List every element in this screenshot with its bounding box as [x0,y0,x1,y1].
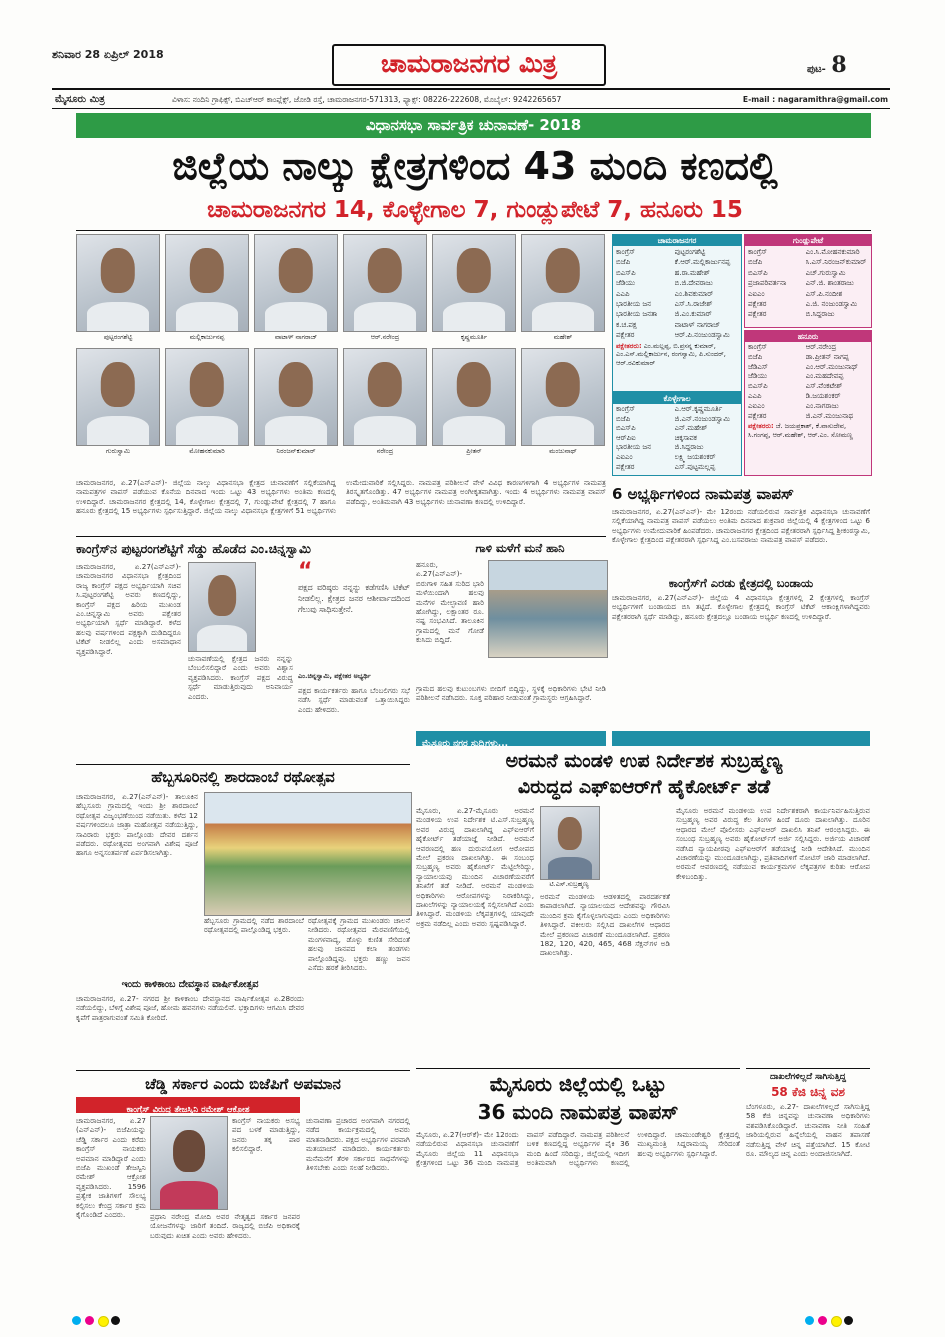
party-candidate-row [748,392,868,402]
party-candidate-row [748,309,868,319]
festival-chariot-photo [204,792,412,916]
candidate-name: ಸಿ.ಎಸ್.ನಿರಂಜನ್‌ಕುಮಾರ್ [805,258,867,267]
chaddi-subhead: ಕಾಂಗ್ರೆಸ್ ವಿರುದ್ಧ ತೇಜಸ್ವಿನಿ ರಮೇಶ್ ಆಕ್ರೋಶ [126,1105,250,1115]
congress-quote-body: ಪಕ್ಷದ ಕಾರ್ಯಕರ್ತರು ಹಾಗೂ ಬೆಂಬಲಿಗರು ಸಭೆ ನಡೆಸಿ ಸ್ಪರ್ಧೆ ಮಾಡುವಂತೆ ಒತ್ತಾಯಿಸಿದ್ದರು ಎಂದು ಹೇಳಿದರು. [298,686,410,714]
registration-dot [111,1316,120,1325]
candidate-photo [521,234,605,332]
table-chamarajanagar-independents [613,342,741,368]
festival-photo-caption: ಹೆಬ್ಬಸೂರು ಗ್ರಾಮದಲ್ಲಿ ನಡೆದ ಶಾರದಾಂಬೆ ರಥೋತ್ಸವದಲ್ಲಿ ಪಾಲ್ಗೊಂಡಿದ್ದ ಭಕ್ತರು. [204,916,304,935]
chaddi-story-text: ಚಾಮರಾಜನಗರ, ಏ.27 (ಎನ್‌ಎನ್)- ಬಿಜೆಪಿಯನ್ನು ಚೆಡ್ಡಿ ಸರ್ಕಾರ ಎಂದು ಕರೆದು ಕಾಂಗ್ರೆಸ್ ನಾಯಕರು ಅಪಮಾನ ಮಾಡಿದ್ದಾರೆ ಎಂದು ಬಿಜೆಪಿ ಮುಖಂಡೆ ತೇಜಸ್ವಿನಿ ರಮೇಶ್ ಆಕ್ರೋಶ ವ್ಯಕ್ತಪಡಿಸಿದರು. 1596 ಪ್ರತ್ಯೇಕ ಜಾತಿಗಳಿಗೆ ಸೌಲಭ್ಯ ಕಲ್ಪಿಸಲು ಕೇಂದ್ರ ಸರ್ಕಾರ ಕ್ರಮ ಕೈಗೊಂಡಿದೆ ಎಂದರು. [76,1116,146,1220]
table-hanur [744,330,872,476]
candidate-name: ಮಂಜುನಾಥ್ [549,447,577,455]
candidate-name: ಜಿ.ಸಿದ್ದರಾಜು [674,443,704,452]
gold-story-text: ಬೆಂಗಳೂರು, ಏ.27- ದಾಖಲೆಗಳಿಲ್ಲದೆ ಸಾಗಿಸುತ್ತಿದ್ದ 58 ಕೆಜಿ ಚಿನ್ನವನ್ನು ಚುನಾವಣಾ ಅಧಿಕಾರಿಗಳು ವಶಪಡಿಸಿಕೊಂಡಿದ್ದಾರೆ. ಚುನಾವಣಾ ನೀತಿ ಸಂಹಿತೆ ಜಾರಿಯಲ್ಲಿರುವ ಹಿನ್ನೆಲೆಯಲ್ಲಿ ವಾಹನ ತಪಾಸಣೆ ನಡೆಸುತ್ತಿದ್ದ ವೇಳೆ ಚಿನ್ನ ಪತ್ತೆಯಾಗಿದೆ. 15 ಕೋಟಿ ರೂ. ಮೌಲ್ಯದ ಚಿನ್ನ ಎಂದು ಅಂದಾಜಿಸಲಾಗಿದೆ. [746,1102,870,1159]
tejaswini-photo [150,1116,228,1210]
candidate-name: ಮಹೇಶ್ [553,333,573,341]
party-name: ಬಿಎಸ್‌ಪಿ [748,268,768,277]
candidate-row-1 [76,234,606,346]
candidate-name: ಆರ್.ಪಿ.ನಂಜುಂಡಸ್ವಾಮಿ [674,331,730,340]
candidate-photo [76,234,160,332]
address-strip [52,93,890,108]
candidate-photo [343,348,427,446]
lead-story-text: ಚಾಮರಾಜನಗರ, ಏ.27(ಎನ್‌ಎನ್)- ಜಿಲ್ಲೆಯ ನಾಲ್ಕು ವಿಧಾನಸಭಾ ಕ್ಷೇತ್ರದ ಚುನಾವಣೆಗೆ ಸಲ್ಲಿಕೆಯಾಗಿದ್ದ ನಾಮಪತ್ರಗಳ ವಾಪಸ್ ಪಡೆಯುವ ಕೊನೆಯ ದಿನವಾದ ಇಂದು ಒಟ್ಟು 43 ಅಭ್ಯರ್ಥಿಗಳು ಅಂತಿಮ ಕಣದಲ್ಲಿ ಉಳಿದಿದ್ದಾರೆ. ಚಾಮರಾಜನಗರ ಕ್ಷೇತ್ರದಲ್ಲಿ 14, ಕೊಳ್ಳೇಗಾಲ ಕ್ಷೇತ್ರದಲ್ಲಿ 7, ಗುಂಡ್ಲುಪೇಟೆ ಕ್ಷೇತ್ರದಲ್ಲಿ 7 ಹಾಗೂ ಹನೂರು ಕ್ಷೇತ್ರದಲ್ಲಿ 15 ಅಭ್ಯರ್ಥಿಗಳು ಸ್ಪರ್ಧಿಸುತ್ತಿದ್ದಾರೆ. ಜಿಲ್ಲೆಯ ನಾಲ್ಕು ವಿಧಾನಸಭಾ ಕ್ಷೇತ್ರಗಳಿಗೆ 51 ಅಭ್ಯರ್ಥಿಗಳು ಉಮೇದುವಾರಿಕೆ ಸಲ್ಲಿಸಿದ್ದರು. ನಾಮಪತ್ರ ಪರಿಶೀಲನೆ ವೇಳೆ ವಿವಿಧ ಕಾರಣಗಳಿಗಾಗಿ 4 ಅಭ್ಯರ್ಥಿಗಳ ನಾಮಪತ್ರ ತಿರಸ್ಕೃತಗೊಂಡಿತ್ತು. 47 ಅಭ್ಯರ್ಥಿಗಳ ನಾಮಪತ್ರ ಅಂಗೀಕೃತವಾಗಿತ್ತು. ಇಂದು 4 ಅಭ್ಯರ್ಥಿಗಳು ನಾಮಪತ್ರ ವಾಪಸ್ ಪಡೆದಿದ್ದು, ಅಂತಿಮವಾಗಿ 43 ಅಭ್ಯರ್ಥಿಗಳು ಚುನಾವಣಾ ಕಣದಲ್ಲಿ ಉಳಿದಿದ್ದಾರೆ. [76,478,606,516]
palace-headline-line1: ಅರಮನೆ ಮಂಡಳಿ ಉಪ ನಿರ್ದೇಶಕ ಸುಬ್ರಹ್ಮಣ್ಯ [505,750,783,772]
mysuru-headline-line1: ಮೈಸೂರು ಜಿಲ್ಲೆಯಲ್ಲಿ ಒಟ್ಟು [489,1072,667,1096]
party-candidate-row [616,268,738,278]
candidate-name: ಕೆ.ಆರ್.ಮಲ್ಲಿಕಾರ್ಜುನಪ್ಪ [674,258,731,267]
bandaya-headline: ಕಾಂಗ್ರೆಸ್‌ಗೆ ಎರಡು ಕ್ಷೇತ್ರದಲ್ಲಿ ಬಂಡಾಯ [668,576,814,590]
party-candidate-row [748,353,868,363]
rain-damage-photo [488,560,608,658]
candidate-name: ಬಿ.ಸಿದ್ದರಾಜು [805,310,835,319]
candidate-name: ಎ.ಜಿ. ನಂಜುಂಡಸ್ವಾಮಿ [805,300,858,309]
candidate-name: ವಾಟಾಳ್ ನಾಗರಾಜ್ [274,333,318,341]
independents-label: ಪಕ್ಷೇತರರು: [748,422,774,431]
table-chamarajanagar-rows [613,246,741,342]
table-gundlupet-rows [745,246,871,321]
registration-dot [805,1316,814,1325]
party-name: ಬಿಜೆಪಿ [616,258,631,267]
festival-story-text: ಚಾಮರಾಜನಗರ, ಏ.27(ಎನ್‌ಎನ್)- ತಾಲೂಕಿನ ಹೆಬ್ಬಸೂರು ಗ್ರಾಮದಲ್ಲಿ ಇಂದು ಶ್ರೀ ಶಾರದಾಂಬೆ ರಥೋತ್ಸವ ವಿಜೃಂಭಣೆಯಿಂದ ನಡೆಯಿತು. ಕಳೆದ 12 ವರ್ಷಗಳಿಂದಲೂ ಜಾತ್ರಾ ಮಹೋತ್ಸವ ನಡೆಯುತ್ತಿದ್ದು, ಸಾವಿರಾರು ಭಕ್ತರು ಪಾಲ್ಗೊಂಡು ದೇವರ ದರ್ಶನ ಪಡೆದರು. ರಥೋತ್ಸವದ ಅಂಗವಾಗಿ ವಿಶೇಷ ಪೂಜೆ ಹಾಗೂ ಅನ್ನಸಂತರ್ಪಣೆ ಏರ್ಪಡಿಸಲಾಗಿತ್ತು. [76,792,198,858]
chinnaswamy-photo [188,562,256,652]
party-name: ಬಿಎಸ್‌ಪಿ [748,382,768,391]
candidate-name: ಮಲ್ಲಿಕಾರ್ಜುನಪ್ಪ [189,333,225,341]
office-address: ವಿಳಾಸ: ನಂದಿನಿ ಗ್ರಾಫಿಕ್ಸ್, ಬಿಎಚ್‌ಆರ್ ಕಾಂಪ್ಲೆಕ್ಸ್, ಜೋಡಿ ರಸ್ತೆ, ಚಾಮರಾಜನಗರ-571313, ಫ್ಯಾಕ್ಸ್: 08226-222608, ಮೊಬೈಲ್: 9242265657 [172,95,562,104]
party-candidate-row [616,463,738,473]
issue-date: ಶನಿವಾರ 28 ಏಪ್ರಿಲ್ 2018 [52,48,164,61]
rain-headline: ಗಾಳಿ ಮಳೆಗೆ ಮನೆ ಹಾನಿ [475,541,565,555]
table-kollegal [612,392,742,476]
candidate-photo [165,348,249,446]
candidate-name: ಆರ್.ನರೇಂದ್ರ [370,333,400,341]
party-name: ಕಾಂಗ್ರೆಸ್ [616,405,636,413]
party-name: ಭಾರತೀಯ ಜನ [616,443,651,452]
candidate-card [165,234,249,346]
party-name: ಕಾಂಗ್ರೆಸ್ [748,343,768,351]
registration-dot [818,1316,827,1325]
party-candidate-row [616,453,738,463]
section-rule-5 [746,1068,870,1069]
candidate-name: ಎಂ.ಮಹದೇವಪ್ಪ [805,372,844,381]
festival-headline: ಹೆಬ್ಬಸೂರಿನಲ್ಲಿ ಶಾರದಾಂಬೆ ರಥೋತ್ಸವ [151,768,335,786]
candidate-photo [432,234,516,332]
masthead-rule [52,88,890,90]
candidate-name: ಎಸ್.ವೆಂಕಟೇಶ್ [805,382,843,391]
party-name: ಬಿಜೆಪಿ [748,258,763,267]
section-rule-1 [76,536,606,537]
quote-mark-icon: “ [298,559,313,584]
candidate-name: ಎಂ.ಸಿ.ಮೋಹನಕುಮಾರಿ [805,248,860,256]
candidate-card [343,348,427,460]
party-name: ಎಐಎಂ [616,452,633,461]
temple-headline: ಇಂದು ಕಾಳಿಕಾಂಬ ದೇವಸ್ಥಾನ ವಾರ್ಷಿಕೋತ್ಸವ [121,979,259,990]
party-name: ಬಿಎಸ್‌ಪಿ [616,268,636,277]
party-candidate-row [748,402,868,412]
candidate-name: ಎಂ.ನಾಗರಾಜು [805,401,839,410]
candidate-row-2 [76,348,606,460]
party-name: ಭಾರತೀಯ ಜನ [616,300,651,309]
mysuru-news-label [416,731,606,749]
party-name: ಕಾಂಗ್ರೆಸ್ [748,248,768,256]
candidate-name: ಬಿ.ಜಿ.ದೇವರಾಜು [674,279,713,288]
candidate-name: ಎಂ.ಶಿವಕುಮಾರ್ [674,289,714,298]
candidate-name: ಚಿಕ್ಕಸಾವಕ [674,433,697,442]
party-candidate-row [616,289,738,299]
party-candidate-row [748,372,868,382]
registration-dot [72,1316,81,1325]
congress-headline: ಕಾಂಗ್ರೆಸ್‌ನ ಪುಟ್ಟರಂಗಶೆಟ್ಟಿಗೆ ಸೆಡ್ಡು ಹೊಡೆದ ಎಂ.ಚಿನ್ನಸ್ವಾಮಿ [76,541,311,556]
party-name: ಎಐಎಂ [748,401,765,410]
sub-headline: ಚಾಮರಾಜನಗರ 14, ಕೊಳ್ಳೇಗಾಲ 7, ಗುಂಡ್ಲುಪೇಟೆ 7, ಹನೂರು 15 [207,197,743,223]
page-number-box [807,52,847,78]
party-candidate-row [616,247,738,257]
party-name: ಎಐಎಂ [748,289,765,298]
address-rule [52,108,890,109]
congress-quote-text: ಪಕ್ಷದ ವರಿಷ್ಠರು ನನ್ನನ್ನು ಕಡೆಗಣಿಸಿ ಟಿಕೆಟ್ ನೀಡಲಿಲ್ಲ. ಕ್ಷೇತ್ರದ ಜನರ ಆಶೀರ್ವಾದದಿಂದ ಗೆಲುವು ಸಾಧಿಸುತ್ತೇನೆ. [298,583,410,614]
candidate-name: ಎಸ್.ಪುಟ್ಟಮಲ್ಲಪ್ಪ [674,462,716,471]
candidate-name: ಎನ್.ಮಹೇಶ್ [674,424,708,433]
palace-headline-line2: ವಿರುದ್ಧದ ಎಫ್‌ಐಆರ್‌ಗೆ ಹೈಕೋರ್ಟ್ ತಡೆ [517,776,771,798]
party-candidate-row [748,343,868,353]
independents-list: ಜೆ. ಜಯಪ್ರಕಾಶ್, ಕೆ.ವಾಸುದೇವ, ಸಿ.ಗಂಗಪ್ಪ, ಆರ್.ಮಹೇಶ್, ಆರ್.ಎಂ. ಸೋಮಣ್ಣ [748,422,853,439]
candidate-photo-grid [76,234,606,474]
chaddi-story-col2: ಪ್ರಧಾನಿ ನರೇಂದ್ರ ಮೋದಿ ಅವರ ನೇತೃತ್ವದ ಸರ್ಕಾರ ಜನಪರ ಯೋಜನೆಗಳನ್ನು ಜಾರಿಗೆ ತಂದಿದೆ. ರಾಜ್ಯದಲ್ಲಿ ಬಿಜೆಪಿ ಅಧಿಕಾರಕ್ಕೆ ಬರುವುದು ಖಚಿತ ಎಂದು ಅವರು ಹೇಳಿದರು. [150,1212,300,1240]
gold-kicker: ದಾಖಲೆಗಳಿಲ್ಲದೆ ಸಾಗಿಸುತ್ತಿದ್ದ [770,1072,846,1082]
candidate-name: ಹ.ರಾ.ಮಹೇಶ್ [674,268,710,277]
temple-story-text: ಚಾಮರಾಜನಗರ, ಏ.27- ನಗರದ ಶ್ರೀ ಕಾಳಿಕಾಂಬ ದೇವಸ್ಥಾನದ ವಾರ್ಷಿಕೋತ್ಸವ ಏ.28ರಂದು ನಡೆಯಲಿದ್ದು, ಬೆಳಿಗ್ಗೆ ವಿಶೇಷ ಪೂಜೆ, ಹೋಮ ಹವನಗಳು ನಡೆಯಲಿವೆ. ಭಕ್ತಾದಿಗಳು ಆಗಮಿಸಿ ದೇವರ ಕೃಪೆಗೆ ಪಾತ್ರರಾಗುವಂತೆ ಸಮಿತಿ ಕೋರಿದೆ. [76,994,304,1022]
candidate-card [432,348,516,460]
candidate-card [521,348,605,460]
party-candidate-row [748,412,868,422]
candidate-name: ನಿರಂಜನ್‌ಕುಮಾರ್ [276,447,316,455]
table-chamarajanagar-title: ಚಾಮರಾಜನಗರ [613,235,741,246]
page-label: ಪುಟ- [807,64,826,75]
candidate-name: ಎಸ್.ಪಿ.ನಂದೀಶ [805,289,843,298]
candidate-card [343,234,427,346]
headline-rule [76,230,871,231]
table-kollegal-title: ಕೊಳ್ಳೇಗಾಲ [613,393,741,404]
candidate-card [521,234,605,346]
mysuru-headline-line2: 36 ಮಂದಿ ನಾಮಪತ್ರ ವಾಪಸ್ [477,1100,679,1124]
party-name: ಪಕ್ಷೇತರ [616,462,635,471]
registration-dot [85,1316,94,1325]
section-rule-4 [416,1068,740,1069]
email-address: E-mail : nagaramithra@gmail.com [742,95,888,104]
party-candidate-row [748,257,868,267]
candidate-card [432,234,516,346]
candidate-name: ವಾಟಾಳ್ ನಾಗರಾಜ್ [674,320,721,329]
table-hanur-title: ಹನೂರು [745,331,871,342]
palace-story-col1: ಮೈಸೂರು, ಏ.27-ಮೈಸೂರು ಅರಮನೆ ಮಂಡಳಿಯ ಉಪ ನಿರ್ದೇಶಕ ಟಿ.ಎಸ್.ಸುಬ್ರಹ್ಮಣ್ಯ ಅವರ ವಿರುದ್ಧ ದಾಖಲಾಗಿದ್ದ ಎಫ್‌ಐಆರ್‌ಗೆ ಹೈಕೋರ್ಟ್ ತಡೆಯಾಜ್ಞೆ ನೀಡಿದೆ. ಅರಮನೆ ಆವರಣದಲ್ಲಿ ಹಣ ದುರುಪಯೋಗ ಆರೋಪದ ಮೇಲೆ ಪ್ರಕರಣ ದಾಖಲಾಗಿತ್ತು. ಈ ಸಂಬಂಧ ಸುಬ್ರಹ್ಮಣ್ಯ ಅವರು ಹೈಕೋರ್ಟ್ ಮೆಟ್ಟಿಲೇರಿದ್ದು, ನ್ಯಾಯಾಲಯವು ಮುಂದಿನ ವಿಚಾರಣೆಯವರೆಗೆ ತನಿಖೆಗೆ ತಡೆ ನೀಡಿದೆ. ಅರಮನೆ ಮಂಡಳಿಯ ಅಧಿಕಾರಿಗಳು ಆರೋಪಗಳನ್ನು ನಿರಾಕರಿಸಿದ್ದು, ದಾಖಲೆಗಳನ್ನು ನ್ಯಾಯಾಲಯಕ್ಕೆ ಸಲ್ಲಿಸಲಾಗಿದೆ ಎಂದು ತಿಳಿಸಿದ್ದಾರೆ. ಮಂಡಳಿಯ ಲೆಕ್ಕಪತ್ರಗಳಲ್ಲಿ ಯಾವುದೇ ಅಕ್ರಮ ನಡೆದಿಲ್ಲ ಎಂದು ಅವರು ಸ್ಪಷ್ಟಪಡಿಸಿದ್ದಾರೆ. [416,806,534,928]
rain-story-continued: ಗ್ರಾಮದ ಹಲವು ಕುಟುಂಬಗಳು ಬೀದಿಗೆ ಬಿದ್ದಿದ್ದು, ಸ್ಥಳಕ್ಕೆ ಅಧಿಕಾರಿಗಳು ಭೇಟಿ ನೀಡಿ ಪರಿಶೀಲನೆ ನಡೆಸಿದರು. ಸೂಕ್ತ ಪರಿಹಾರ ನೀಡುವಂತೆ ಗ್ರಾಮಸ್ಥರು ಆಗ್ರಹಿಸಿದ್ದಾರೆ. [416,684,606,703]
candidate-name: ಎಸ್.ಸಿ.ರಾಜೇಶ್ [674,300,713,309]
candidate-photo [521,348,605,446]
congress-quote-box [298,559,410,762]
palace-story-col2: ಅರಮನೆ ಮಂಡಳಿಯ ಆಡಳಿತದಲ್ಲಿ ಪಾರದರ್ಶಕತೆ ಕಾಪಾಡಲಾಗಿದೆ. ನ್ಯಾಯಾಲಯದ ಆದೇಶವನ್ನು ಗೌರವಿಸಿ ಮುಂದಿನ ಕ್ರಮ ಕೈಗೊಳ್ಳಲಾಗುವುದು ಎಂದು ಅಧಿಕಾರಿಗಳು ತಿಳಿಸಿದ್ದಾರೆ. ವಕೀಲರು ಸಲ್ಲಿಸಿದ ದಾಖಲೆಗಳ ಆಧಾರದ ಮೇಲೆ ಪ್ರಕರಣದ ವಿಚಾರಣೆ ಮುಂದೂಡಲಾಗಿದೆ. ಪ್ರಕರಣ 182, 120, 420, 465, 468 ಸೆಕ್ಷನ್‌ಗಳ ಅಡಿ ದಾಖಲಾಗಿತ್ತು. [540,892,670,958]
candidate-name: ಎನ್.ಜಿ. ಶಾಂತರಾಜು [805,279,854,288]
festival-story-continued: ರಥೋತ್ಸವಕ್ಕೆ ಗ್ರಾಮದ ಮುಖಂಡರು ಚಾಲನೆ ನೀಡಿದರು. ರಥೋತ್ಸವದ ಮೆರವಣಿಗೆಯಲ್ಲಿ ಮಂಗಳವಾದ್ಯ, ಡೊಳ್ಳು ಕುಣಿತ ಸೇರಿದಂತೆ ಹಲವು ಜಾನಪದ ಕಲಾ ತಂಡಗಳು ಪಾಲ್ಗೊಂಡಿದ್ದವು. ಭಕ್ತರು ಹಣ್ಣು ಜವನ ಎಸೆದು ಹರಕೆ ತೀರಿಸಿದರು. [308,916,410,973]
registration-dot [831,1316,842,1327]
table-chamarajanagar [612,234,742,392]
party-candidate-row [616,320,738,330]
party-name: ಪಕ್ಷೇತರ [748,300,767,309]
party-name: ಪಕ್ಷೇತರ [748,310,767,319]
party-candidate-row [616,405,738,415]
party-name: ಕಾಂಗ್ರೆಸ್ [616,248,636,256]
candidate-name: ಡಿ.ಜಯಶಂಕರ್ [805,391,841,400]
table-gundlupet-title: ಗುಂಡ್ಲುಪೇಟೆ [745,235,871,246]
party-candidate-row [616,434,738,444]
party-name: ಜೆಡಿಎಸ್ [748,362,768,371]
party-name: ಬಿಜೆಪಿ [616,414,631,423]
party-name: ಎಎಪಿ [616,289,630,298]
candidate-card [254,234,338,346]
party-name: ಪಕ್ಷೇತರ [616,331,635,340]
election-banner [76,113,871,138]
party-candidate-row [616,309,738,319]
mysuru-label-bar [612,731,870,746]
candidate-name: ಪ್ರೀತನ್ [466,447,482,455]
page-number: 8 [831,52,847,78]
mysuru-story-text: ಮೈಸೂರು, ಏ.27(ಆರ್‌ಕೆ)- ಮೇ 12ರಂದು ನಡೆಯಲಿರುವ ವಿಧಾನಸಭಾ ಚುನಾವಣೆಗೆ ಮೈಸೂರು ಜಿಲ್ಲೆಯ 11 ವಿಧಾನಸಭಾ ಕ್ಷೇತ್ರಗಳಿಂದ ಒಟ್ಟು 36 ಮಂದಿ ನಾಮಪತ್ರ ವಾಪಸ್ ಪಡೆದಿದ್ದಾರೆ. ನಾಮಪತ್ರ ಪರಿಶೀಲನೆ ಬಳಿಕ ಕಣದಲ್ಲಿದ್ದ ಅಭ್ಯರ್ಥಿಗಳ ಪೈಕಿ 36 ಮಂದಿ ಹಿಂದೆ ಸರಿದಿದ್ದು, ಜಿಲ್ಲೆಯಲ್ಲಿ ಇದೀಗ ಅಂತಿಮವಾಗಿ ಅಭ್ಯರ್ಥಿಗಳು ಕಣದಲ್ಲಿ ಉಳಿದಿದ್ದಾರೆ. ಚಾಮುಂಡೇಶ್ವರಿ ಕ್ಷೇತ್ರದಲ್ಲಿ ಮುಖ್ಯಮಂತ್ರಿ ಸಿದ್ದರಾಮಯ್ಯ ಸೇರಿದಂತೆ ಹಲವು ಅಭ್ಯರ್ಥಿಗಳು ಸ್ಪರ್ಧಿಸಿದ್ದಾರೆ. [416,1130,740,1168]
candidate-name: ನರೇಂದ್ರ [376,447,394,455]
candidate-photo [254,234,338,332]
independents-label: ಪಕ್ಷೇತರರು: [616,341,642,350]
party-candidate-row [616,330,738,340]
candidate-card [76,348,160,460]
subrahmanya-photo [540,806,600,880]
section-rule-3 [76,1070,410,1071]
party-name: ಬಿಜೆಪಿ [748,352,763,361]
candidate-photo [254,348,338,446]
withdraw-story-text: ಚಾಮರಾಜನಗರ, ಏ.27(ಎನ್‌ಎನ್)- ಮೇ 12ರಂದು ನಡೆಯಲಿರುವ ಸಾರ್ವತ್ರಿಕ ವಿಧಾನಸಭಾ ಚುನಾವಣೆಗೆ ಸಲ್ಲಿಕೆಯಾಗಿದ್ದ ನಾಮಪತ್ರ ವಾಪಸ್ ಪಡೆಯಲು ಅಂತಿಮ ದಿನವಾದ ಶುಕ್ರವಾರ ಜಿಲ್ಲೆಯಲ್ಲಿ 4 ಕ್ಷೇತ್ರಗಳಿಂದ ಒಟ್ಟು 6 ಅಭ್ಯರ್ಥಿಗಳು ಉಮೇದುವಾರಿಕೆ ಹಿಂಪಡೆದರು. ಚಾಮರಾಜನಗರ ಕ್ಷೇತ್ರದಿಂದ ಪಕ್ಷೇತರರಾಗಿ ಸ್ಪರ್ಧಿಸಿದ್ದ ಶ್ರೀಕಂಠಸ್ವಾಮಿ, ಕೊಳ್ಳೇಗಾಲ ಕ್ಷೇತ್ರದಿಂದ ಪಕ್ಷೇತರರಾಗಿ ಸ್ಪರ್ಧಿಸಿದ್ದ ಎಂ.ಬಸವರಾಜು ನಾಮಪತ್ರ ವಾಪಸ್ ಪಡೆದರು. [612,507,870,545]
section-rule-2 [76,764,410,765]
party-candidate-row [748,299,868,309]
congress-story-text: ಚಾಮರಾಜನಗರ, ಏ.27(ಎನ್‌ಎನ್)- ಚಾಮರಾಜನಗರ ವಿಧಾನಸಭಾ ಕ್ಷೇತ್ರದಿಂದ ರಾಜ್ಯ ಕಾಂಗ್ರೆಸ್ ಪಕ್ಷದ ಅಭ್ಯರ್ಥಿಯಾಗಿ ಸಚಿವ ಸಿ.ಪುಟ್ಟರಂಗಶೆಟ್ಟಿ ಅವರು ಕಣದಲ್ಲಿದ್ದು, ಕಾಂಗ್ರೆಸ್ ಪಕ್ಷದ ಹಿರಿಯ ಮುಖಂಡ ಎಂ.ಚಿನ್ನಸ್ವಾಮಿ ಅವರು ಪಕ್ಷೇತರ ಅಭ್ಯರ್ಥಿಯಾಗಿ ಸ್ಪರ್ಧೆ ಮಾಡಿದ್ದಾರೆ. ಕಳೆದ ಹಲವು ವರ್ಷಗಳಿಂದ ಪಕ್ಷಕ್ಕಾಗಿ ದುಡಿದಿದ್ದರೂ ಟಿಕೆಟ್ ನೀಡಲಿಲ್ಲ ಎಂದು ಅಸಮಾಧಾನ ವ್ಯಕ್ತಪಡಿಸಿದ್ದಾರೆ. [76,562,181,656]
palace-story-col3: ಮೈಸೂರು ಅರಮನೆ ಮಂಡಳಿಯ ಉಪ ನಿರ್ದೇಶಕರಾಗಿ ಕಾರ್ಯನಿರ್ವಹಿಸುತ್ತಿರುವ ಸುಬ್ರಹ್ಮಣ್ಯ ಅವರ ವಿರುದ್ಧ ಕೆಲ ತಿಂಗಳ ಹಿಂದೆ ದೂರು ದಾಖಲಾಗಿತ್ತು. ದೂರಿನ ಆಧಾರದ ಮೇಲೆ ಪೊಲೀಸರು ಎಫ್‌ಐಆರ್ ದಾಖಲಿಸಿ ತನಿಖೆ ಆರಂಭಿಸಿದ್ದರು. ಈ ಸಂಬಂಧ ಸುಬ್ರಹ್ಮಣ್ಯ ಅವರು ಹೈಕೋರ್ಟ್‌ಗೆ ಅರ್ಜಿ ಸಲ್ಲಿಸಿದ್ದರು. ಅರ್ಜಿಯ ವಿಚಾರಣೆ ನಡೆಸಿದ ನ್ಯಾಯಪೀಠವು ಎಫ್‌ಐಆರ್‌ಗೆ ತಡೆಯಾಜ್ಞೆ ನೀಡಿ ಆದೇಶಿಸಿದೆ. ಮುಂದಿನ ವಿಚಾರಣೆಯನ್ನು ಮುಂದೂಡಲಾಗಿದ್ದು, ಪ್ರತಿವಾದಿಗಳಿಗೆ ನೋಟಿಸ್ ಜಾರಿ ಮಾಡಲಾಗಿದೆ. ಅರಮನೆ ಆವರಣದಲ್ಲಿ ನಡೆಯುವ ಕಾರ್ಯಕ್ರಮಗಳ ಲೆಕ್ಕಪತ್ರಗಳ ಕುರಿತು ಆರೋಪ ಕೇಳಿಬಂದಿತ್ತು. [676,806,870,881]
rain-story-text: ಹನೂರು, ಏ.27(ಎನ್‌ಎನ್)- ಬಿರುಗಾಳಿ ಸಹಿತ ಸುರಿದ ಭಾರಿ ಮಳೆಯಿಂದಾಗಿ ಹಲವು ಮನೆಗಳ ಮೇಲ್ಛಾವಣಿ ಹಾರಿ ಹೋಗಿದ್ದು, ಲಕ್ಷಾಂತರ ರೂ. ನಷ್ಟ ಸಂಭವಿಸಿದೆ. ತಾಲೂಕಿನ ಗ್ರಾಮದಲ್ಲಿ ಮನೆ ಗೋಡೆ ಕುಸಿದು ಬಿದ್ದಿದೆ. [416,560,484,645]
party-name: ಪ್ರಜಾಪರಿವರ್ತನಾ [748,279,787,288]
main-headline: ಜಿಲ್ಲೆಯ ನಾಲ್ಕು ಕ್ಷೇತ್ರಗಳಿಂದ 43 ಮಂದಿ ಕಣದಲ್ಲಿ [172,144,778,188]
subrahmanya-photo-caption: ಟಿ.ಎಸ್.ಸುಬ್ರಹ್ಮಣ್ಯ [549,880,589,888]
candidate-photo [343,234,427,332]
party-name: ಪಕ್ಷೇತರ [748,411,767,420]
table-gundlupet [744,234,872,328]
party-candidate-row [616,424,738,434]
party-candidate-row [748,382,868,392]
party-candidate-row [748,278,868,288]
candidate-photo [76,348,160,446]
party-candidate-row [748,289,868,299]
candidate-name: ಕೃಷ್ಣಮೂರ್ತಿ [460,333,488,341]
candidate-photo [432,348,516,446]
party-candidate-row [748,247,868,257]
candidate-card [76,234,160,346]
party-candidate-row [616,257,738,267]
bandaya-story-text: ಚಾಮರಾಜನಗರ, ಏ.27(ಎನ್‌ಎನ್)- ಜಿಲ್ಲೆಯ 4 ವಿಧಾನಸಭಾ ಕ್ಷೇತ್ರಗಳಲ್ಲಿ 2 ಕ್ಷೇತ್ರಗಳಲ್ಲಿ ಕಾಂಗ್ರೆಸ್ ಅಭ್ಯರ್ಥಿಗಳಿಗೆ ಬಂಡಾಯದ ಬಿಸಿ ತಟ್ಟಿದೆ. ಕೊಳ್ಳೇಗಾಲ ಕ್ಷೇತ್ರದಲ್ಲಿ ಕಾಂಗ್ರೆಸ್ ಟಿಕೆಟ್ ಆಕಾಂಕ್ಷಿಗಳಾಗಿದ್ದವರು ಪಕ್ಷೇತರರಾಗಿ ಸ್ಪರ್ಧೆ ಮಾಡಿದ್ದು, ಹನೂರು ಕ್ಷೇತ್ರದಲ್ಲೂ ಬಂಡಾಯ ಅಭ್ಯರ್ಥಿ ಕಣದಲ್ಲಿ ಉಳಿದಿದ್ದಾರೆ. [612,593,870,621]
candidate-name: ಪುಟ್ಟರಂಗಶೆಟ್ಟಿ [674,248,706,256]
party-candidate-row [616,415,738,425]
newspaper-name: ಚಾಮರಾಜನಗರ ಮಿತ್ರ [332,44,606,86]
party-candidate-row [616,443,738,453]
candidate-name: ಜಿ.ಎನ್.ಮಂಜುನಾಥ [805,411,853,420]
party-candidate-row [616,299,738,309]
candidate-name: ಎ.ಆರ್.ಕೃಷ್ಣಮೂರ್ತಿ [674,405,723,413]
table-hanur-independents [745,422,871,439]
candidate-name: ಪುಟ್ಟರಂಗಶೆಟ್ಟಿ [103,333,133,341]
party-candidate-row [748,363,868,373]
gold-headline: 58 ಕೆಜಿ ಚಿನ್ನ ವಶ [771,1085,845,1099]
candidate-name: ಎಚ್.ಗುರುಸ್ವಾಮಿ [805,268,846,277]
registration-dot [98,1316,109,1327]
candidate-card [165,348,249,460]
party-candidate-row [616,278,738,288]
mysuru-news-label-text: ಮೈಸೂರು ನಗರ ಸುದ್ದಿಗಳು... [422,739,509,749]
candidate-name: ಆರ್.ನರೇಂದ್ರ [805,343,837,351]
party-name: ಕ.ಚ.ಪಕ್ಷ [616,320,637,329]
candidate-name: ಮೋಹನಕುಮಾರಿ [189,447,225,455]
chaddi-story-col3: ಕಾಂಗ್ರೆಸ್ ನಾಯಕರು ಅಸಭ್ಯ ಪದ ಬಳಕೆ ಮಾಡುತ್ತಿದ್ದು, ಜನರು ತಕ್ಕ ಪಾಠ ಕಲಿಸಲಿದ್ದಾರೆ. [232,1116,300,1154]
candidate-photo [165,234,249,332]
registration-dot [844,1316,853,1325]
chaddi-headline: ಚೆಡ್ಡಿ ಸರ್ಕಾರ ಎಂದು ಬಿಜೆಪಿಗೆ ಅಪಮಾನ [145,1075,341,1093]
chaddi-story-col4: ಚುನಾವಣಾ ಪ್ರಚಾರದ ಅಂಗವಾಗಿ ನಗರದಲ್ಲಿ ನಡೆದ ಕಾರ್ಯಕ್ರಮದಲ್ಲಿ ಅವರು ಮಾತನಾಡಿದರು. ಪಕ್ಷದ ಅಭ್ಯರ್ಥಿಗಳ ಪರವಾಗಿ ಮತಯಾಚನೆ ಮಾಡಿದರು. ಕಾರ್ಯಕರ್ತರು ಮನೆಮನೆಗೆ ತೆರಳಿ ಸರ್ಕಾರದ ಸಾಧನೆಗಳನ್ನು ತಿಳಿಸಬೇಕು ಎಂದು ಸಲಹೆ ನೀಡಿದರು. [306,1116,410,1173]
withdraw-headline: 6 ಅಭ್ಯರ್ಥಿಗಳಿಂದ ನಾಮಪತ್ರ ವಾಪಸ್ [612,485,794,503]
election-banner-text: ವಿಧಾನಸಭಾ ಸಾರ್ವತ್ರಿಕ ಚುನಾವಣೆ- 2018 [365,116,582,134]
congress-story-continued: ಚುನಾವಣೆಯಲ್ಲಿ ಕ್ಷೇತ್ರದ ಜನರು ನನ್ನನ್ನು ಬೆಂಬಲಿಸಲಿದ್ದಾರೆ ಎಂದು ಅವರು ವಿಶ್ವಾಸ ವ್ಯಕ್ತಪಡಿಸಿದರು. ಕಾಂಗ್ರೆಸ್ ಪಕ್ಷದ ವಿರುದ್ಧ ಸ್ಪರ್ಧೆ ಮಾಡುತ್ತಿರುವುದು ಅನಿವಾರ್ಯ ಎಂದರು. [188,654,293,701]
chaddi-subhead-bar [76,1097,300,1113]
party-name: ಬಿಎಸ್‌ಪಿ [616,424,636,433]
candidate-name: ಲಕ್ಷ್ಮಿ ಜಯಶಂಕರ್ [674,452,716,461]
candidate-card [254,348,338,460]
candidate-name: ಜಿ.ಎಂ.ಕುಮಾರ್ [674,310,712,319]
sister-brand: ಮೈಸೂರು ಮಿತ್ರ [55,94,105,105]
candidate-name: ಎಂ.ಆರ್.ಮಂಜುನಾಥ್ [805,362,859,371]
candidate-name: ಗುರುಸ್ವಾಮಿ [105,447,131,455]
party-name: ಜೆಡಿಯು [616,279,636,288]
party-name: ಆರ್‌ಪಿಐ [616,433,636,442]
party-name: ಎಎಪಿ [748,391,762,400]
party-candidate-row [748,268,868,278]
party-name: ಜೆಡಿಯು [748,372,768,381]
table-hanur-rows [745,342,871,422]
independents-list: ಎಂ.ಮಲ್ಲಪ್ಪ, ಬಿ.ಪ್ರಸನ್ನ ಕುಮಾರ್, ಎಂ.ಎಸ್.ಮಲ್ಲಿಕಾರ್ಜುನ, ರಂಗಸ್ವಾಮಿ, ಪಿ.ಸುಂದರ್, ಆರ್.ರವಿಕುಮಾರ್ [616,341,726,367]
candidate-name: ಡಾ.ಪ್ರೀತನ್ ನಾಗಪ್ಪ [805,352,849,361]
masthead [42,42,902,92]
table-kollegal-rows [613,404,741,473]
congress-quote-byline: ಎಂ.ಚಿನ್ನಸ್ವಾಮಿ, ಪಕ್ಷೇತರ ಅಭ್ಯರ್ಥಿ [298,672,371,680]
candidate-name: ಜಿ.ಎನ್.ನಂಜುಂಡಸ್ವಾಮಿ [674,414,730,423]
party-name: ಭಾರತೀಯ ಜನತಾ [616,310,658,319]
